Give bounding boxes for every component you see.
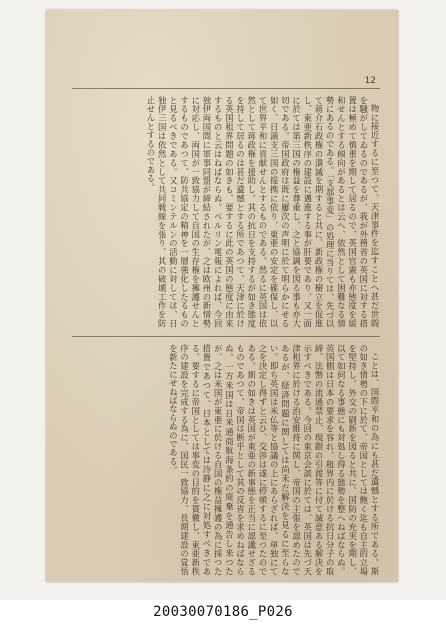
page-number: 12: [364, 76, 376, 86]
text-paragraph: 物に接近するに至つて、天津事件を迄すことへ甚だ世間を騒がしてゐるのであるが、我が外務省の英国に対する措置は極めて慎重を期して居るので、英国官憲も亦態度を緩和せんとする傾向があるとは云へ、依然として困難なる情勢にあるのである。「支那事変」の処理に当りては、先づ以て蒋介石政権の潰滅を期すると共に、新政権の樹立を促進し、東亜新秩序の建設に邁進する事が肝要であり、又一面に於ては第三国の権益を尊重し、之と協調を図る事も亦大切である。帝国政府は既に屢次の声明に於て明らかにせる如く、日満支三国の提携に依り、東亜の安定を確保し、以て世界平和に貢献せんとするものである。然るに英国は依然として蒋政権を援助し、其の抗日を支持するが如き態度を持して居るのは甚だ遺憾とする所であつて、天津に於ける英国租界問題の如きも、要するに此の英国の態度に由来するものと云はねばならぬ。ベルリン電報によれば、今回独伊両国間に軍事同盟が締結されたが、之は欧州の新情勢に対応し、両国が一致協力して自国の生存権を擁護せんとするものであつて、防共協定の精神を一層強化したるものと見るべきである。又コミンテルンの活動に対しては、日独伊三国は依然として共同戦線を張り、其の破壊工作を防止せんとするのである。: [145, 96, 380, 328]
text-paragraph: ことは、国際平和の為にも甚だ遺憾とする所である。斯の如き情勢の下に於て、帝国としては飽く迄も自主的立場を堅持し、外交の刷新を図ると共に、国防の充実を期し、以て如何なる事態にも対処し得る態勢を整へねばならぬ。英国側は日本の要求を容れ、租界内に於ける抗日分子の取締、法幣の流通禁止、現銀の引渡等に付て誠意ある解決を示すべきである。今回の東京会談に於ては、英国は先づ天津租界に於ける治安維持に関し、帝国の主張を認めたのであるが、経済問題に関しては尚未だ解決を見るに至らない。即ち英国は米仏等と協議の上にあらざれば、単独にて之を決定し得ずと云ひ、交渉は遂に停頓するに至つたのである。斯の如きは英国が東亜の新事態を正当に認識せざるものであつて、帝国は断乎として其の反省を求めねばならぬ。一方米国は日米通商航海条約の廃棄を通告し来つたが、之は米国が東亜に於ける自国の権益擁護の為に採つた措置であつて、日本としては冷静に之に対処すべきである。要するに帝国としては事変の目的を貫徹し、東亜新秩序の建設を完成する為に、国民一致協力、長期建設の覚悟を新たにせねばならぬのである。: [168, 344, 380, 576]
document-page: [46, 10, 398, 582]
middle-rule: [72, 336, 380, 337]
archive-id-caption: 20030070186_P026: [153, 604, 293, 620]
text-block-bottom: [72, 344, 380, 576]
top-rule: [72, 88, 380, 89]
text-block-top: [72, 96, 380, 328]
